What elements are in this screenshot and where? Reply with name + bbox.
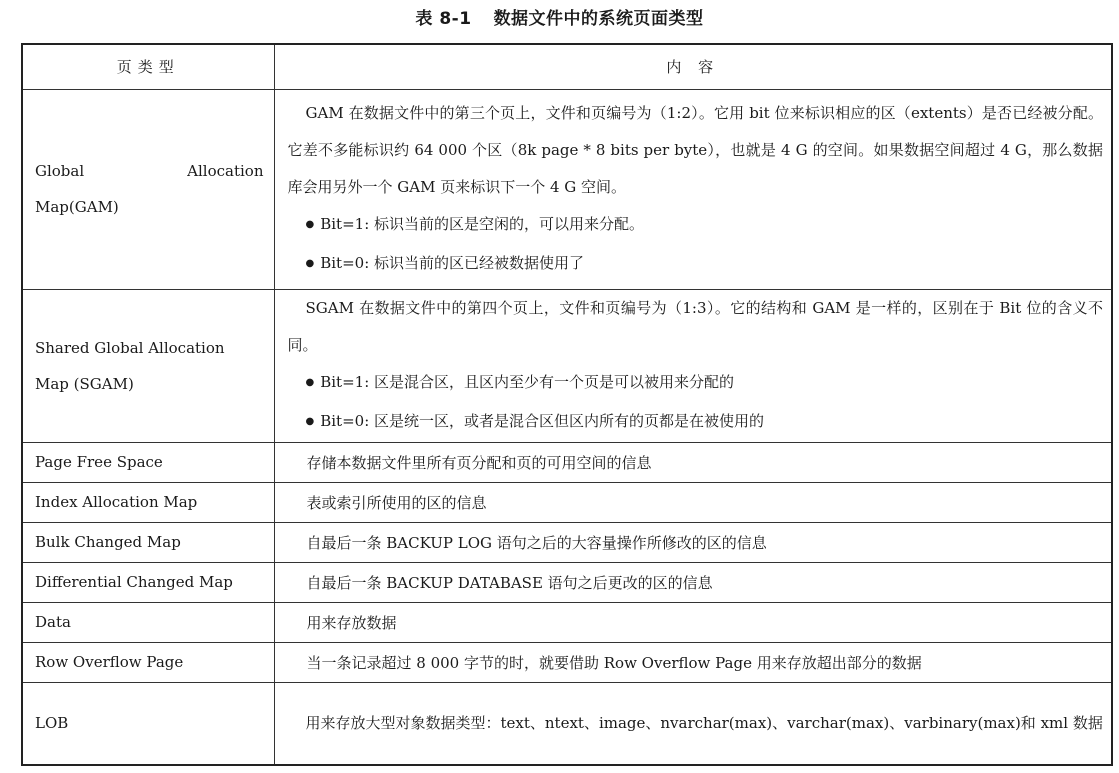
type-cell — [22, 89, 274, 289]
table-row-lob — [22, 682, 1112, 765]
page-types-table — [21, 43, 1113, 766]
sgam-description: SGAM 在数据文件中的第四个页上，文件和页编号为（1:3）。它的结构和 GAM 是一样的，区别在于 Bit 位的含义不同。 — [287, 298, 1103, 354]
table-number: 表 8-1 — [415, 9, 472, 29]
gam-bullet-0: ● Bit=0: 标识当前的区已经被数据使用了 — [288, 245, 1104, 284]
sgam-bullet-0: ● Bit=0: 区是统一区，或者是混合区但区内所有的页都是在被使用的 — [288, 403, 1104, 442]
table-row — [22, 442, 1112, 482]
lob-description: 用来存放大型对象数据类型：text、ntext、image、nvarchar(max)、varchar(max)、varbinary(max)和 xml 数据 — [305, 713, 1103, 732]
content-cell: 表或索引所使用的区的信息 — [274, 482, 1112, 522]
header-row — [22, 44, 1112, 89]
gam-description: GAM 在数据文件中的第三个页上，文件和页编号为（1:2）。它用 bit 位来标识相应的区（extents）是否已经被分配。它差不多能标识约 64 000 个区（8k page * 8 bits per byte），也就是 4 G 的空间。如果数据空间超过 4 G，那么数据库会用另外一个 GAM 页来标识下一个 4 G 空间。 — [287, 103, 1103, 196]
type-cell: Index Allocation Map — [22, 482, 274, 522]
gam-name-line2: Map(GAM) — [35, 198, 119, 216]
content-cell: 自最后一条 BACKUP LOG 语句之后的大容量操作所修改的区的信息 — [274, 522, 1112, 562]
table-row — [22, 562, 1112, 602]
table-row — [22, 642, 1112, 682]
sgam-name-line2: Map (SGAM) — [35, 374, 134, 393]
type-cell: Page Free Space — [22, 442, 274, 482]
type-cell: Differential Changed Map — [22, 562, 274, 602]
table-caption — [0, 6, 1119, 32]
type-cell: Data — [22, 602, 274, 642]
table-title: 数据文件中的系统页面类型 — [493, 9, 704, 29]
gam-name-word1: Global — [35, 162, 85, 180]
sgam-name-line1: Shared Global Allocation — [35, 338, 225, 357]
gam-bullet-1: ● Bit=1: 标识当前的区是空闲的，可以用来分配。 — [288, 206, 1104, 245]
gam-name — [35, 153, 264, 225]
table-row — [22, 482, 1112, 522]
table-row-gam — [22, 89, 1112, 289]
content-cell — [274, 682, 1112, 765]
header-content: 内 容 — [274, 44, 1112, 89]
type-cell — [22, 289, 274, 442]
type-cell: Bulk Changed Map — [22, 522, 274, 562]
table-row — [22, 602, 1112, 642]
content-cell: 存储本数据文件里所有页分配和页的可用空间的信息 — [274, 442, 1112, 482]
table-row — [22, 522, 1112, 562]
header-type: 页类型 — [22, 44, 274, 89]
type-cell: LOB — [22, 682, 274, 765]
content-cell — [274, 289, 1112, 442]
content-cell: 当一条记录超过 8 000 字节的时，就要借助 Row Overflow Page 用来存放超出部分的数据 — [274, 642, 1112, 682]
table-row-sgam — [22, 289, 1112, 442]
sgam-bullet-1: ● Bit=1: 区是混合区，且区内至少有一个页是可以被用来分配的 — [288, 364, 1104, 403]
type-cell: Row Overflow Page — [22, 642, 274, 682]
content-cell: 自最后一条 BACKUP DATABASE 语句之后更改的区的信息 — [274, 562, 1112, 602]
gam-name-word2: Allocation — [187, 162, 264, 180]
content-cell: 用来存放数据 — [274, 602, 1112, 642]
content-cell — [274, 89, 1112, 289]
